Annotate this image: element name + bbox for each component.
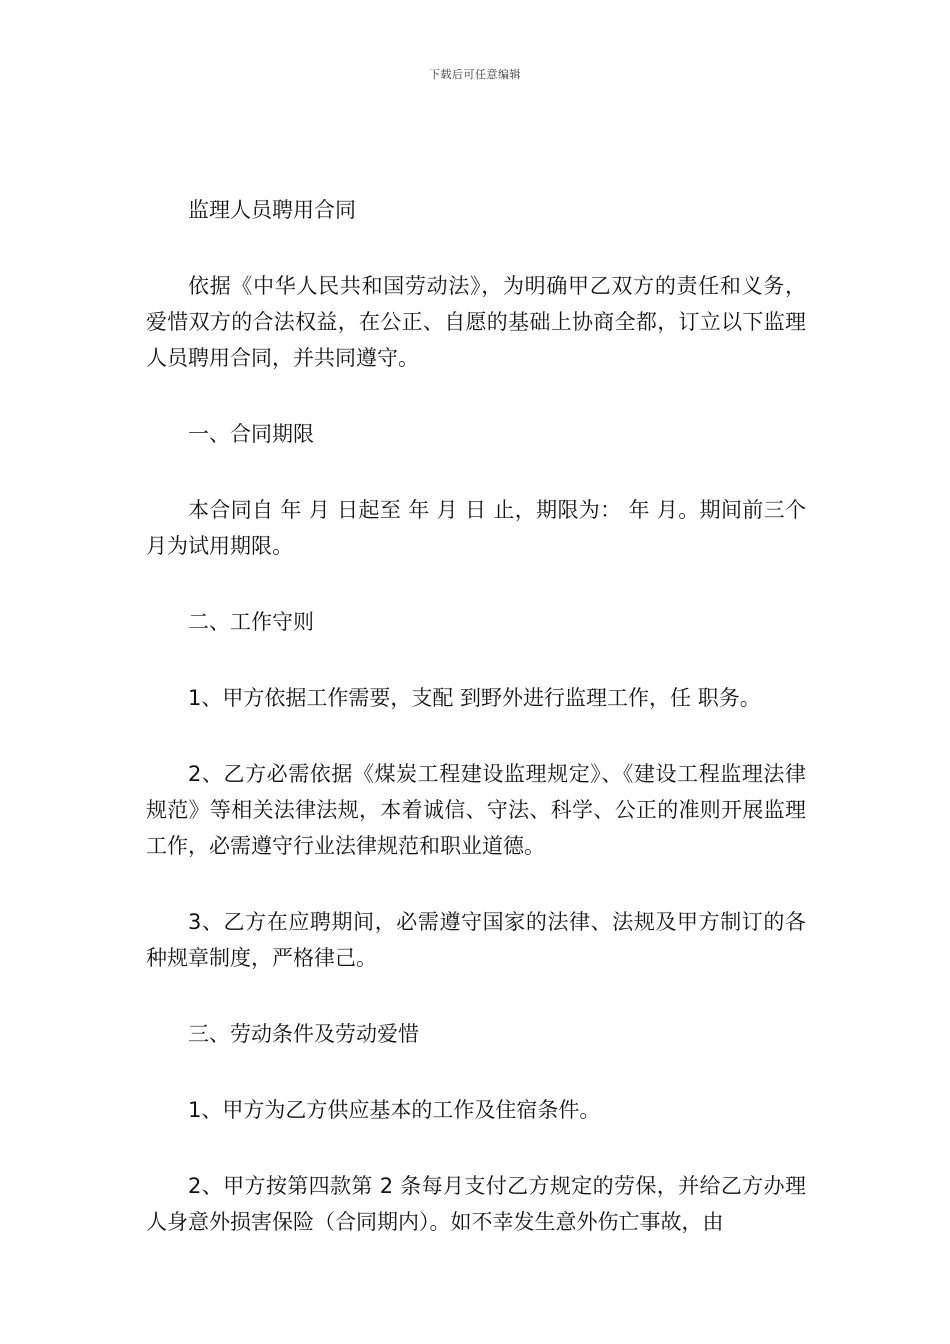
document-body — [146, 192, 806, 1280]
paragraph-rule-1: 1、甲方依据工作需要，支配 到野外进行监理工作，任 职务。 — [188, 686, 761, 710]
paragraph-condition-1: 1、甲方为乙方供应基本的工作及住宿条件。 — [188, 1098, 601, 1122]
paragraph-rule-2: 2、乙方必需依据《煤炭工程建设监理规定》、《建设工程监理法律规范》等相关法律法规，本着诚信、守法、科学、公正的准则开展监理工作，必需遵守行业法律规范和职业道德。 — [146, 762, 806, 858]
paragraph-intro: 依据《中华人民共和国劳动法》，为明确甲乙双方的责任和义务，爱惜双方的合法权益，在公正、自愿的基础上协商全都，订立以下监理人员聘用合同，并共同遵守。 — [146, 274, 806, 370]
header-note: 下载后可任意编辑 — [429, 68, 521, 81]
section-heading-work-rules: 二、工作守则 — [188, 610, 314, 634]
paragraph-condition-2: 2、甲方按第四款第 2 条每月支付乙方规定的劳保，并给乙方办理人身意外损害保险（合同期内）。如不幸发生意外伤亡事故，由 — [146, 1174, 806, 1234]
section-heading-term: 一、合同期限 — [188, 422, 314, 446]
paragraph-rule-3: 3、乙方在应聘期间，必需遵守国家的法律、法规及甲方制订的各种规章制度，严格律己。 — [146, 910, 806, 970]
section-heading-labor-conditions: 三、劳动条件及劳动爱惜 — [188, 1022, 419, 1046]
paragraph-term: 本合同自 年 月 日起至 年 月 日 止，期限为： 年 月。期间前三个月为试用期限。 — [146, 498, 806, 558]
document-title: 监理人员聘用合同 — [188, 198, 356, 222]
